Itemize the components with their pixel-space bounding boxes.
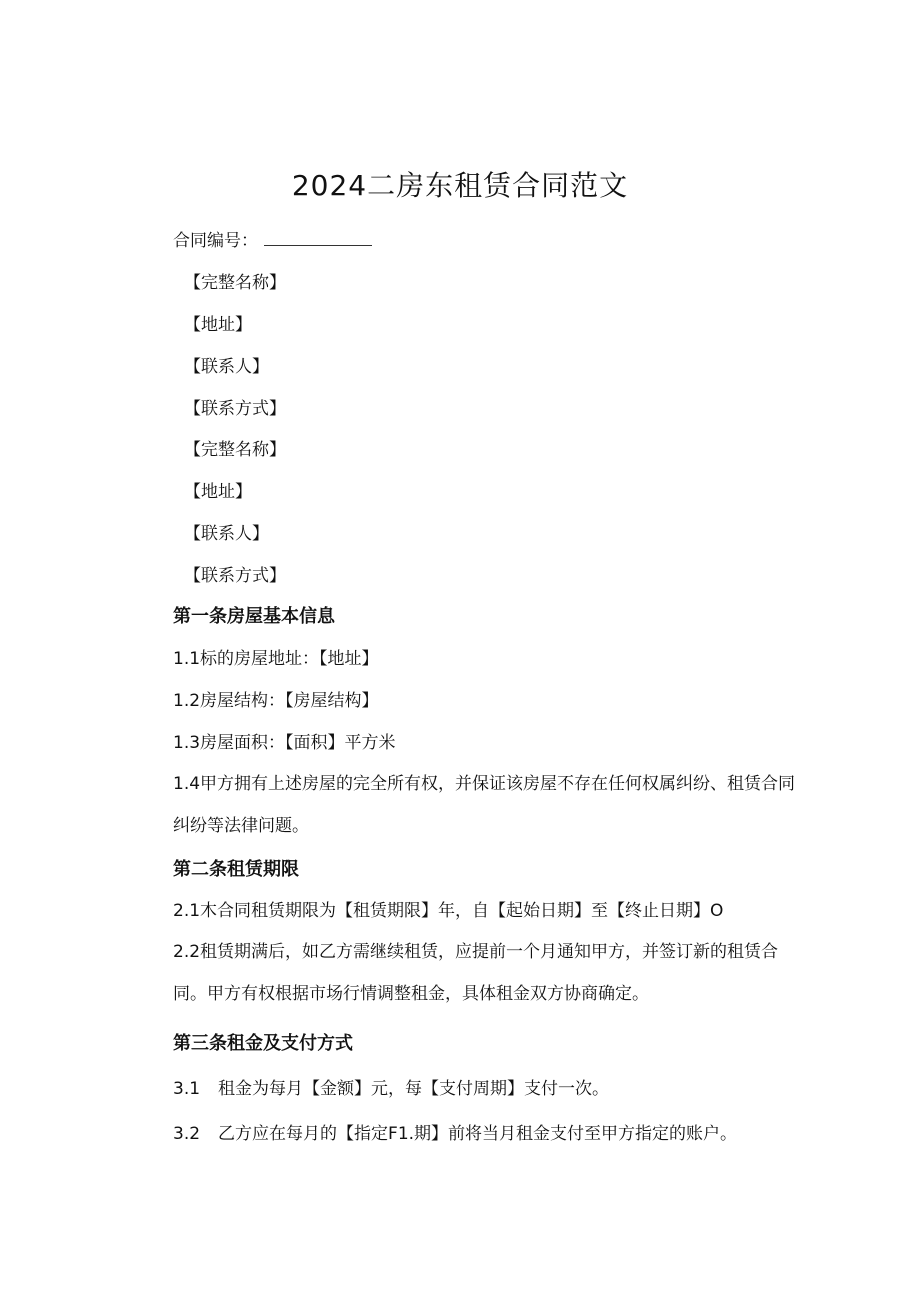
party-a-contact-method: 【联系方式】	[184, 399, 286, 419]
clause-2-1: 2.1木合同租赁期限为【租赁期限】年，自【起始日期】至【终止日期】O	[173, 901, 724, 921]
party-b-name: 【完整名称】	[184, 440, 286, 460]
clause-3-1-text: 租金为每月【金额】元，每【支付周期】支付一次。	[218, 1079, 610, 1099]
clause-1-1: 1.1标的房屋地址：【地址】	[173, 649, 379, 669]
party-a-name: 【完整名称】	[184, 273, 286, 293]
clause-3-1-number: 3.1	[173, 1079, 201, 1099]
party-a-address: 【地址】	[184, 315, 252, 335]
clause-1-4: 1.4甲方拥有上述房屋的完全所有权，并保证该房屋不存在任何权属纠纷、租赁合同纠纷等法律问题。	[173, 774, 796, 836]
contract-number-label: 合同编号：	[173, 231, 258, 251]
party-a-contact: 【联系人】	[184, 357, 269, 377]
clause-3-2-number: 3.2	[173, 1124, 201, 1144]
section2-heading: 第二条租赁期限	[173, 859, 299, 880]
party-b-contact-method: 【联系方式】	[184, 566, 286, 586]
section1-heading: 第一条房屋基本信息	[173, 606, 335, 627]
clause-1-2: 1.2房屋结构：【房屋结构】	[173, 691, 379, 711]
party-b-contact: 【联系人】	[184, 524, 269, 544]
document-title: 2024二房东租赁合同范文	[291, 169, 629, 202]
section3-heading: 第三条租金及支付方式	[173, 1033, 353, 1054]
contract-number-line	[173, 228, 372, 254]
party-b-address: 【地址】	[184, 482, 252, 502]
clause-3-2-text: 乙方应在每月的【指定F1.期】前将当月租金支付至甲方指定的账户。	[218, 1124, 738, 1144]
clause-3-2	[173, 1121, 737, 1147]
contract-number-blank	[264, 229, 372, 246]
clause-2-2: 2.2租赁期满后，如乙方需继续租赁，应提前一个月通知甲方，并签订新的租赁合同。甲方有权根据市场行情调整租金，具体租金双方协商确定。	[173, 942, 779, 1004]
clause-3-1	[173, 1076, 609, 1102]
clause-1-3: 1.3房屋面积：【面积】平方米	[173, 733, 396, 753]
